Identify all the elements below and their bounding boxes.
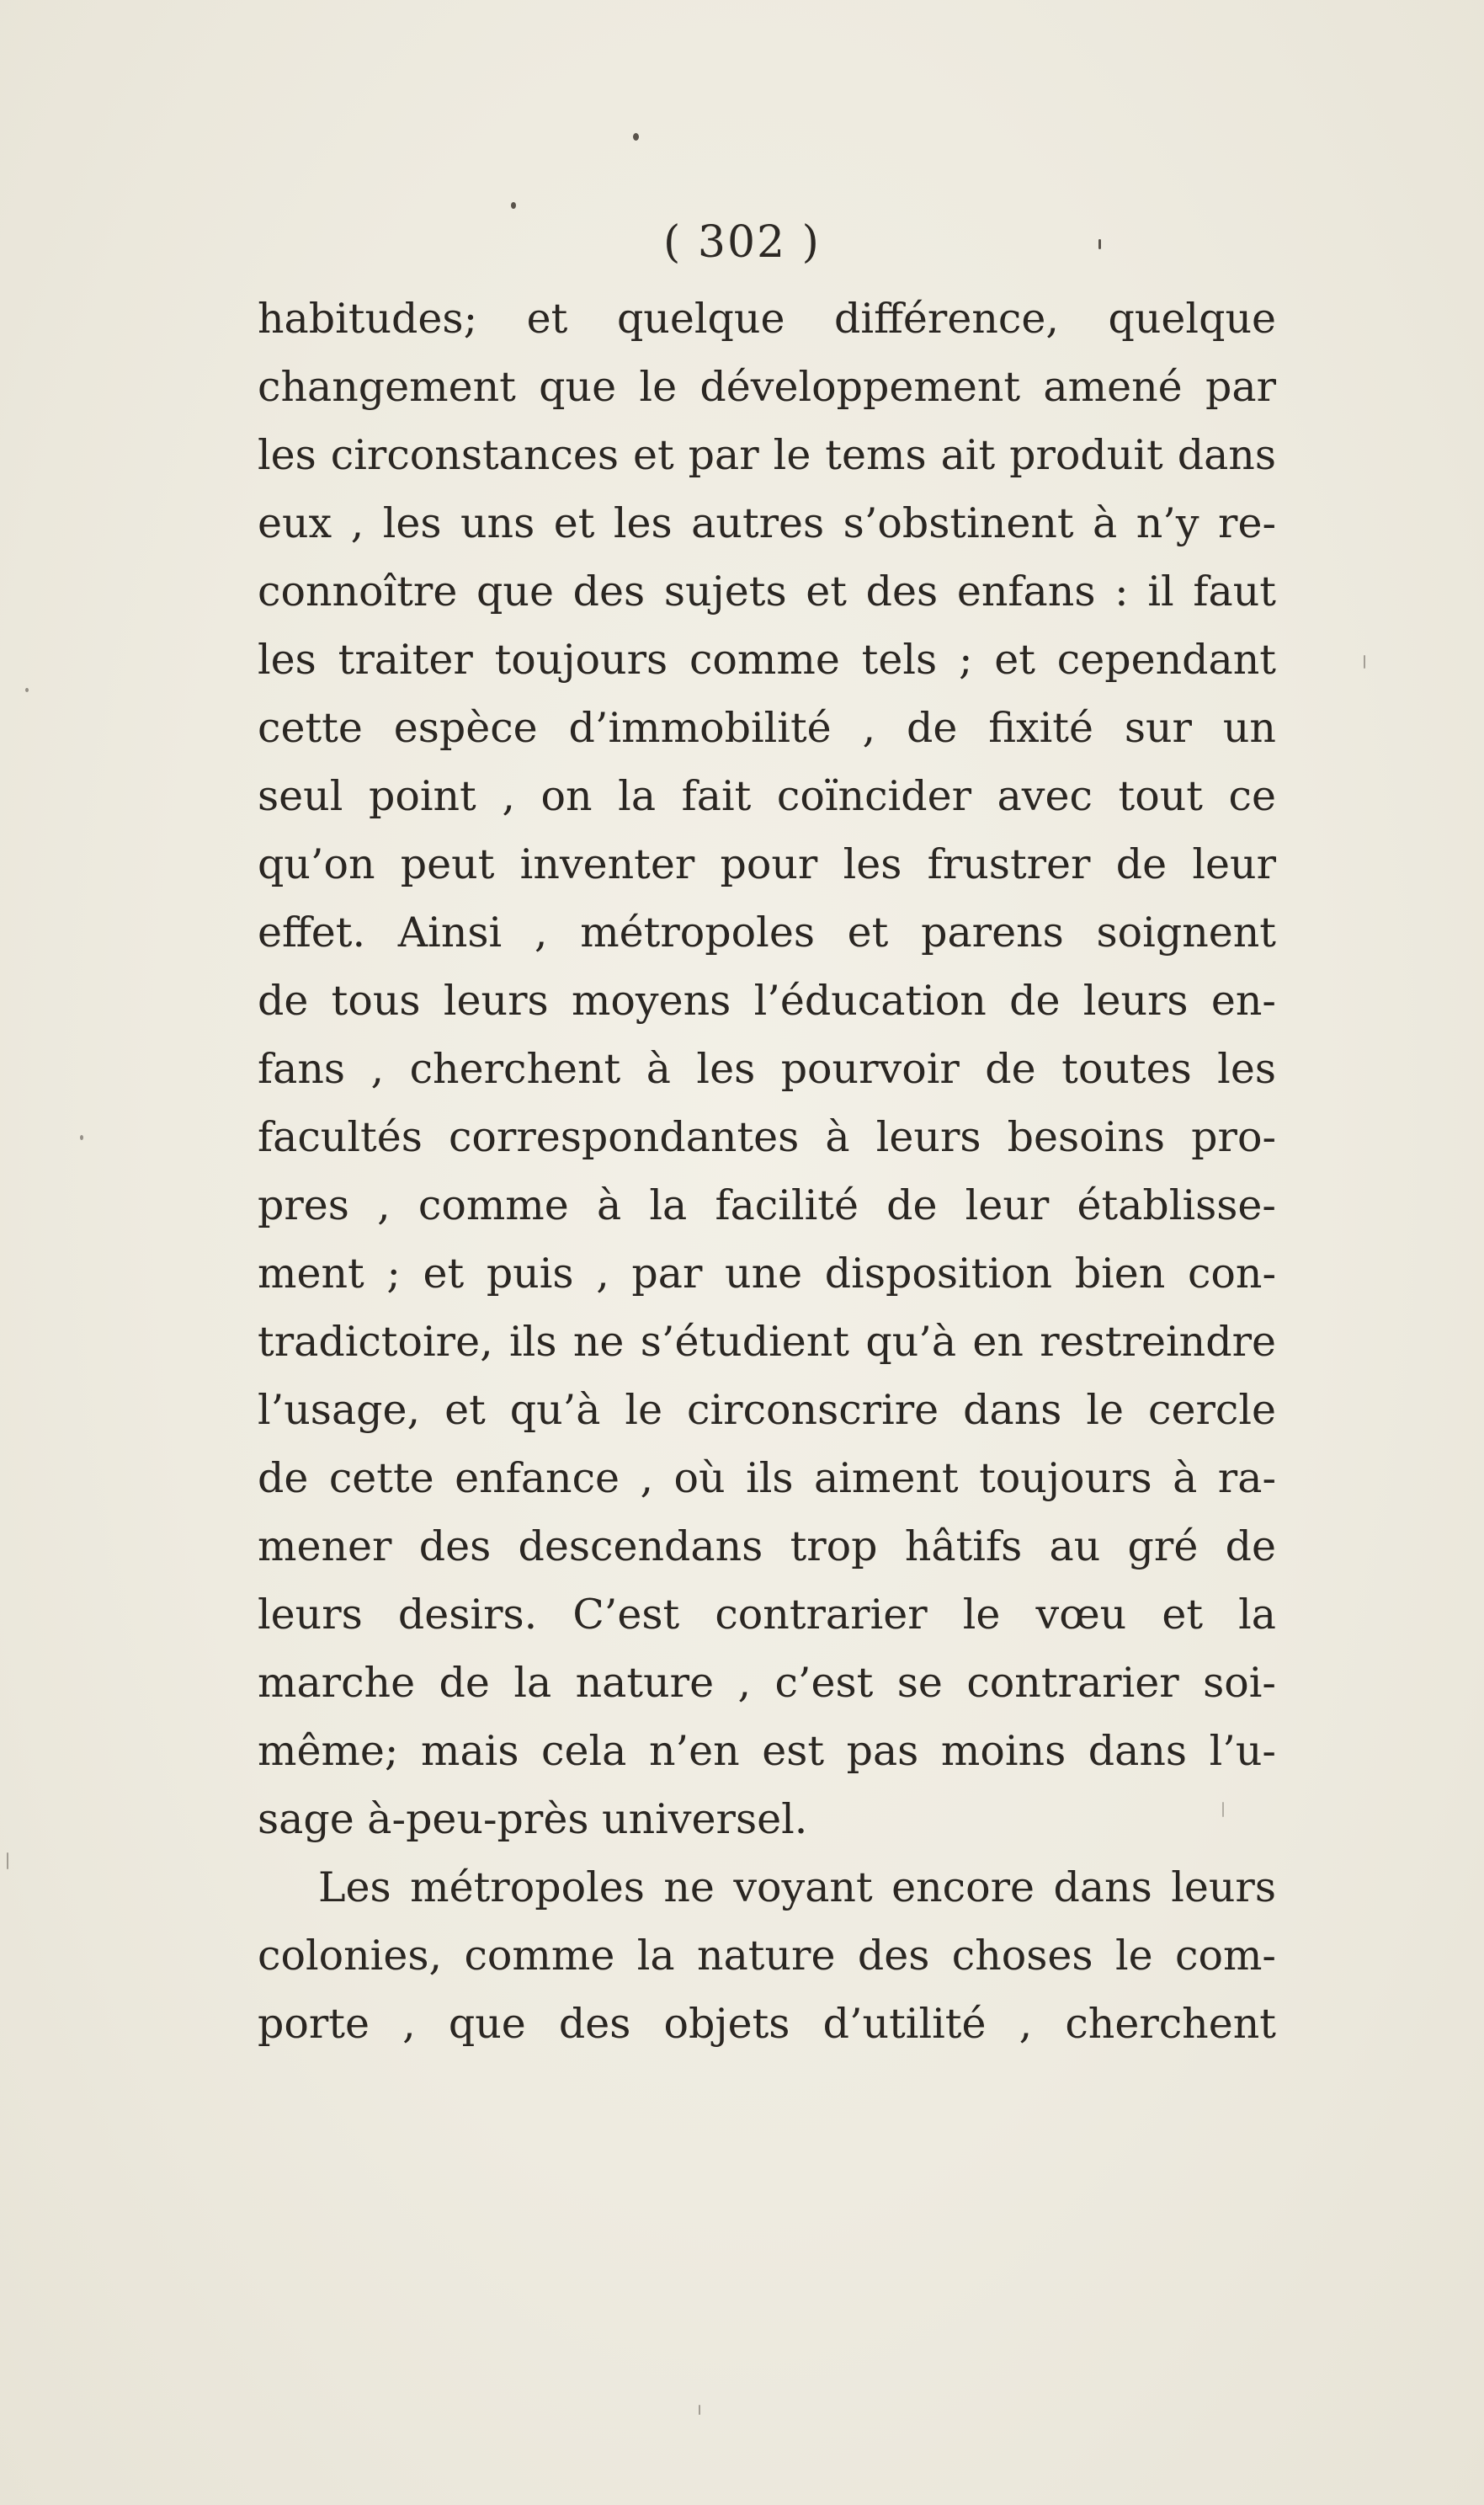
text-line: les circonstances et par le tems ait produit dans	[258, 431, 1276, 479]
text-line: de cette enfance , où ils aiment toujours à ra-	[258, 1454, 1276, 1502]
text-line: cette espèce d’immobilité , de fixité sur un	[258, 704, 1276, 752]
text-line: tradictoire, ils ne s’étudient qu’à en restreindre	[258, 1318, 1276, 1366]
text-line: pres , comme à la facilité de leur établisse-	[258, 1181, 1276, 1229]
body-text	[258, 285, 1276, 2058]
text-line: porte , que des objets d’utilité , cherchent	[258, 2000, 1276, 2048]
text-line: Les métropoles ne voyant encore dans leurs	[318, 1863, 1276, 1911]
text-line: fans , cherchent à les pourvoir de toutes les	[258, 1045, 1276, 1093]
paper-speck	[80, 1135, 83, 1140]
text-line: eux , les uns et les autres s’obstinent à n’y re-	[258, 499, 1276, 547]
paper-speck	[1222, 1802, 1224, 1817]
text-line: facultés correspondantes à leurs besoins pro-	[258, 1113, 1276, 1161]
text-line: leurs desirs. C’est contrarier le vœu et la	[258, 1591, 1276, 1639]
paper-speck	[1364, 655, 1365, 669]
text-line: effet. Ainsi , métropoles et parens soignent	[258, 909, 1276, 957]
text-line: seul point , on la fait coïncider avec tout ce	[258, 772, 1276, 820]
text-line: mener des descendans trop hâtifs au gré de	[258, 1522, 1276, 1570]
text-line: les traiter toujours comme tels ; et cependant	[258, 636, 1276, 684]
paper-speck	[699, 2405, 700, 2415]
text-line: qu’on peut inventer pour les frustrer de leur	[258, 840, 1276, 888]
text-line: même; mais cela n’en est pas moins dans l’u-	[258, 1727, 1276, 1775]
paper-speck	[25, 688, 29, 692]
text-line: marche de la nature , c’est se contrarier soi-	[258, 1659, 1276, 1707]
text-line: changement que le développement amené par	[258, 363, 1276, 411]
text-line: l’usage, et qu’à le circonscrire dans le cercle	[258, 1386, 1276, 1434]
paper-speck	[511, 202, 516, 209]
text-line: colonies, comme la nature des choses le com-	[258, 1932, 1276, 1980]
paper-speck	[1098, 239, 1101, 249]
text-line: connoître que des sujets et des enfans : il faut	[258, 568, 1276, 616]
text-line: sage à-peu-près universel.	[258, 1795, 808, 1843]
paper-speck	[633, 133, 639, 141]
text-line: de tous leurs moyens l’éducation de leurs en-	[258, 977, 1276, 1025]
text-line: habitudes; et quelque différence, quelque	[258, 295, 1276, 343]
paper-speck	[7, 1852, 8, 1869]
page-number: ( 302 )	[663, 217, 821, 268]
text-line: ment ; et puis , par une disposition bien con-	[258, 1250, 1276, 1298]
